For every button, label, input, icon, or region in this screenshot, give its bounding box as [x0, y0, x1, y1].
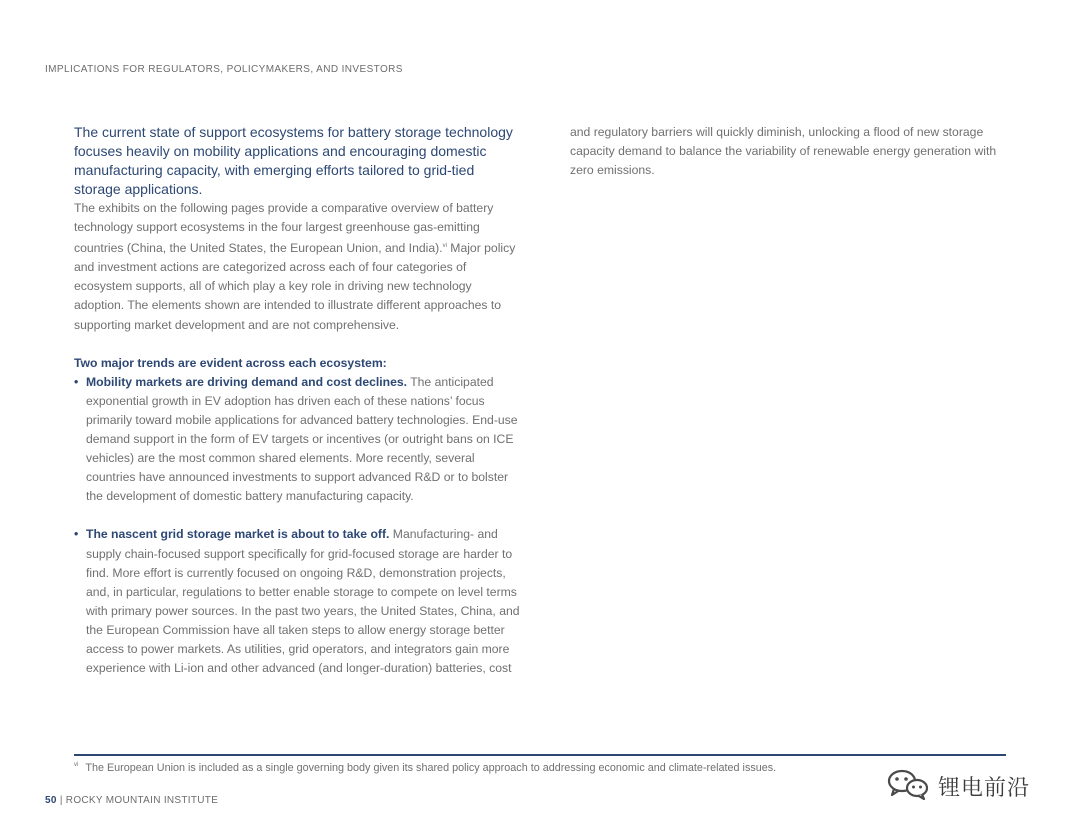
intro-paragraph: [74, 199, 524, 335]
intro-text-part1: The exhibits on the following pages provide a comparative overview of battery technology support ecosystems in the four largest greenhouse gas-emitting countries (China, the United States, the European Union, and India).: [74, 201, 494, 256]
watermark-text: 锂电前沿: [938, 774, 1031, 800]
footnote: [74, 762, 776, 774]
page-footer: [45, 795, 218, 806]
bullet-title: The nascent grid storage market is about to take off.: [86, 527, 390, 542]
section-header: IMPLICATIONS FOR REGULATORS, POLICYMAKERS, AND INVESTORS: [45, 64, 403, 75]
bullet-body: The anticipated exponential growth in EV adoption has driven each of these nations’ focus primarily toward mobile applications for advanced battery technologies. End-use demand support in the form of EV targets or incentives (or outright bans on ICE vehicles) are the most common shared elements. More recently, several countries have announced investments to support advanced R&D or to bolster the development of domestic battery manufacturing capacity.: [86, 374, 518, 504]
trends-heading: Two major trends are evident across each ecosystem:: [74, 355, 387, 370]
right-column-paragraph: and regulatory barriers will quickly diminish, unlocking a flood of new storage capacity demand to balance the variability of renewable energy generation with zero emissions.: [570, 125, 997, 178]
page-number: 50: [45, 795, 57, 806]
footer-organization: ROCKY MOUNTAIN INSTITUTE: [65, 795, 219, 806]
left-column: [74, 123, 524, 678]
bullet-item-mobility: [74, 373, 524, 507]
wechat-icon: [886, 768, 930, 805]
bullet-dot-icon: •: [74, 527, 79, 542]
intro-text-part2: Major policy and investment actions are categorized across each of four categories of ecosystem supports, all of which play a key role in driving new technology adoption. The elements shown are intended to illustrate different approaches to supporting market development and are not comprehensive.: [74, 241, 516, 332]
bullet-body: Manufacturing- and supply chain-focused support specifically for grid-focused storage are harder to find. More effort is currently focused on ongoing R&D, demonstration projects, and, in particular, regulations to better enable storage to compete on level terms with primary power sources. In the past two years, the United States, China, and the European Commission have all taken steps to allow energy storage better access to power markets. As utilities, grid operators, and integrators gain more experience with Li-ion and other advanced (and longer-duration) batteries, cost: [86, 527, 520, 676]
footnote-marker: vi: [74, 762, 79, 768]
bullet-item-grid-storage: [74, 525, 524, 678]
right-column: [570, 123, 1010, 180]
footnote-text: The European Union is included as a single governing body given its shared policy approach to addressing economic and climate-related issues.: [85, 762, 777, 774]
footnote-divider: [74, 754, 1006, 756]
watermark: [886, 766, 1030, 806]
footnote-reference[interactable]: vi: [442, 243, 447, 250]
bullet-title: Mobility markets are driving demand and cost declines.: [86, 374, 408, 389]
footer-separator: |: [56, 795, 66, 806]
lead-paragraph: The current state of support ecosystems for battery storage technology focuses heavily on mobility applications and encouraging domestic manufacturing capacity, with emerging efforts tailored to grid-tied storage applications.: [74, 124, 513, 197]
bullet-dot-icon: •: [74, 374, 79, 389]
